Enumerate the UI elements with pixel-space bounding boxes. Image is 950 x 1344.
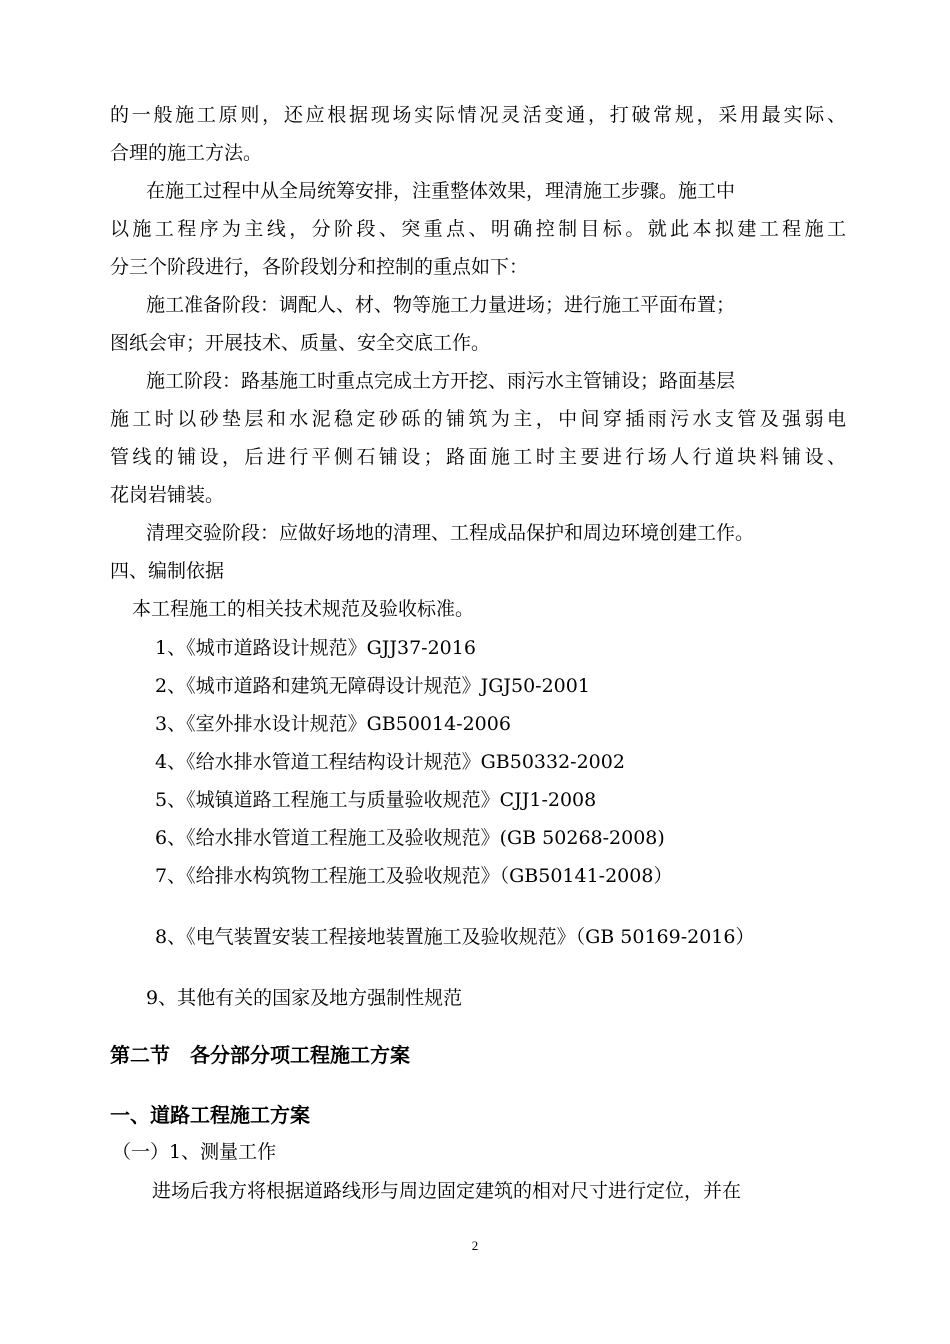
reference-item: 5、《城镇道路工程施工与质量验收规范》CJJ1-2008 xyxy=(155,789,597,811)
section-heading: 四、编制依据 xyxy=(110,560,225,582)
reference-item: 8、《电气装置安装工程接地装置施工及验收规范》（GB 50169-2016） xyxy=(155,926,755,948)
subsection-heading: 一、道路工程施工方案 xyxy=(110,1103,310,1127)
paragraph-line: 分三个阶段进行，各阶段划分和控制的重点如下： xyxy=(110,256,529,278)
paragraph-line: 在施工过程中从全局统筹安排，注重整体效果，理清施工步骤。施工中 xyxy=(146,180,736,202)
paragraph-line: 的一般施工原则，还应根据现场实际情况灵活变通，打破常规，采用最实际、 xyxy=(110,104,846,126)
section-intro: 本工程施工的相关技术规范及验收标准。 xyxy=(132,598,475,620)
reference-item: 3、《室外排水设计规范》GB50014-2006 xyxy=(155,713,511,735)
paragraph-line: 施工准备阶段：调配人、材、物等施工力量进场；进行施工平面布置； xyxy=(146,294,736,316)
page-number: 2 xyxy=(471,1238,479,1253)
paragraph-line: 施工时以砂垫层和水泥稳定砂砾的铺筑为主，中间穿插雨污水支管及强弱电 xyxy=(110,408,846,430)
paragraph-line: 花岗岩铺装。 xyxy=(110,484,225,506)
section-title: 第二节 各分部分项工程施工方案 xyxy=(110,1043,410,1067)
reference-item: 6、《给水排水管道工程施工及验收规范》(GB 50268-2008) xyxy=(155,827,665,849)
paragraph-line: 以施工程序为主线，分阶段、突重点、明确控制目标。就此本拟建工程施工 xyxy=(110,218,846,240)
paragraph-line: 合理的施工方法。 xyxy=(110,142,263,164)
paragraph-line: 清理交验阶段：应做好场地的清理、工程成品保护和周边环境创建工作。 xyxy=(146,522,755,544)
reference-item: 7、《给排水构筑物工程施工及验收规范》（GB50141-2008） xyxy=(155,865,673,887)
paragraph-line: 施工阶段：路基施工时重点完成土方开挖、雨污水主管铺设；路面基层 xyxy=(146,370,736,392)
paragraph-line: 进场后我方将根据道路线形与周边固定建筑的相对尺寸进行定位，并在 xyxy=(152,1180,742,1202)
reference-item: 4、《给水排水管道工程结构设计规范》GB50332-2002 xyxy=(155,751,625,773)
reference-item: 1、《城市道路设计规范》GJJ37-2016 xyxy=(155,637,476,659)
paragraph-line: 图纸会审；开展技术、质量、安全交底工作。 xyxy=(110,332,491,354)
paragraph-line: 管线的铺设，后进行平侧石铺设；路面施工时主要进行场人行道块料铺设、 xyxy=(110,446,846,468)
reference-item: 9、其他有关的国家及地方强制性规范 xyxy=(146,987,463,1009)
subsection-heading: （一）1、测量工作 xyxy=(112,1141,277,1163)
reference-item: 2、《城市道路和建筑无障碍设计规范》JGJ50-2001 xyxy=(155,675,590,697)
